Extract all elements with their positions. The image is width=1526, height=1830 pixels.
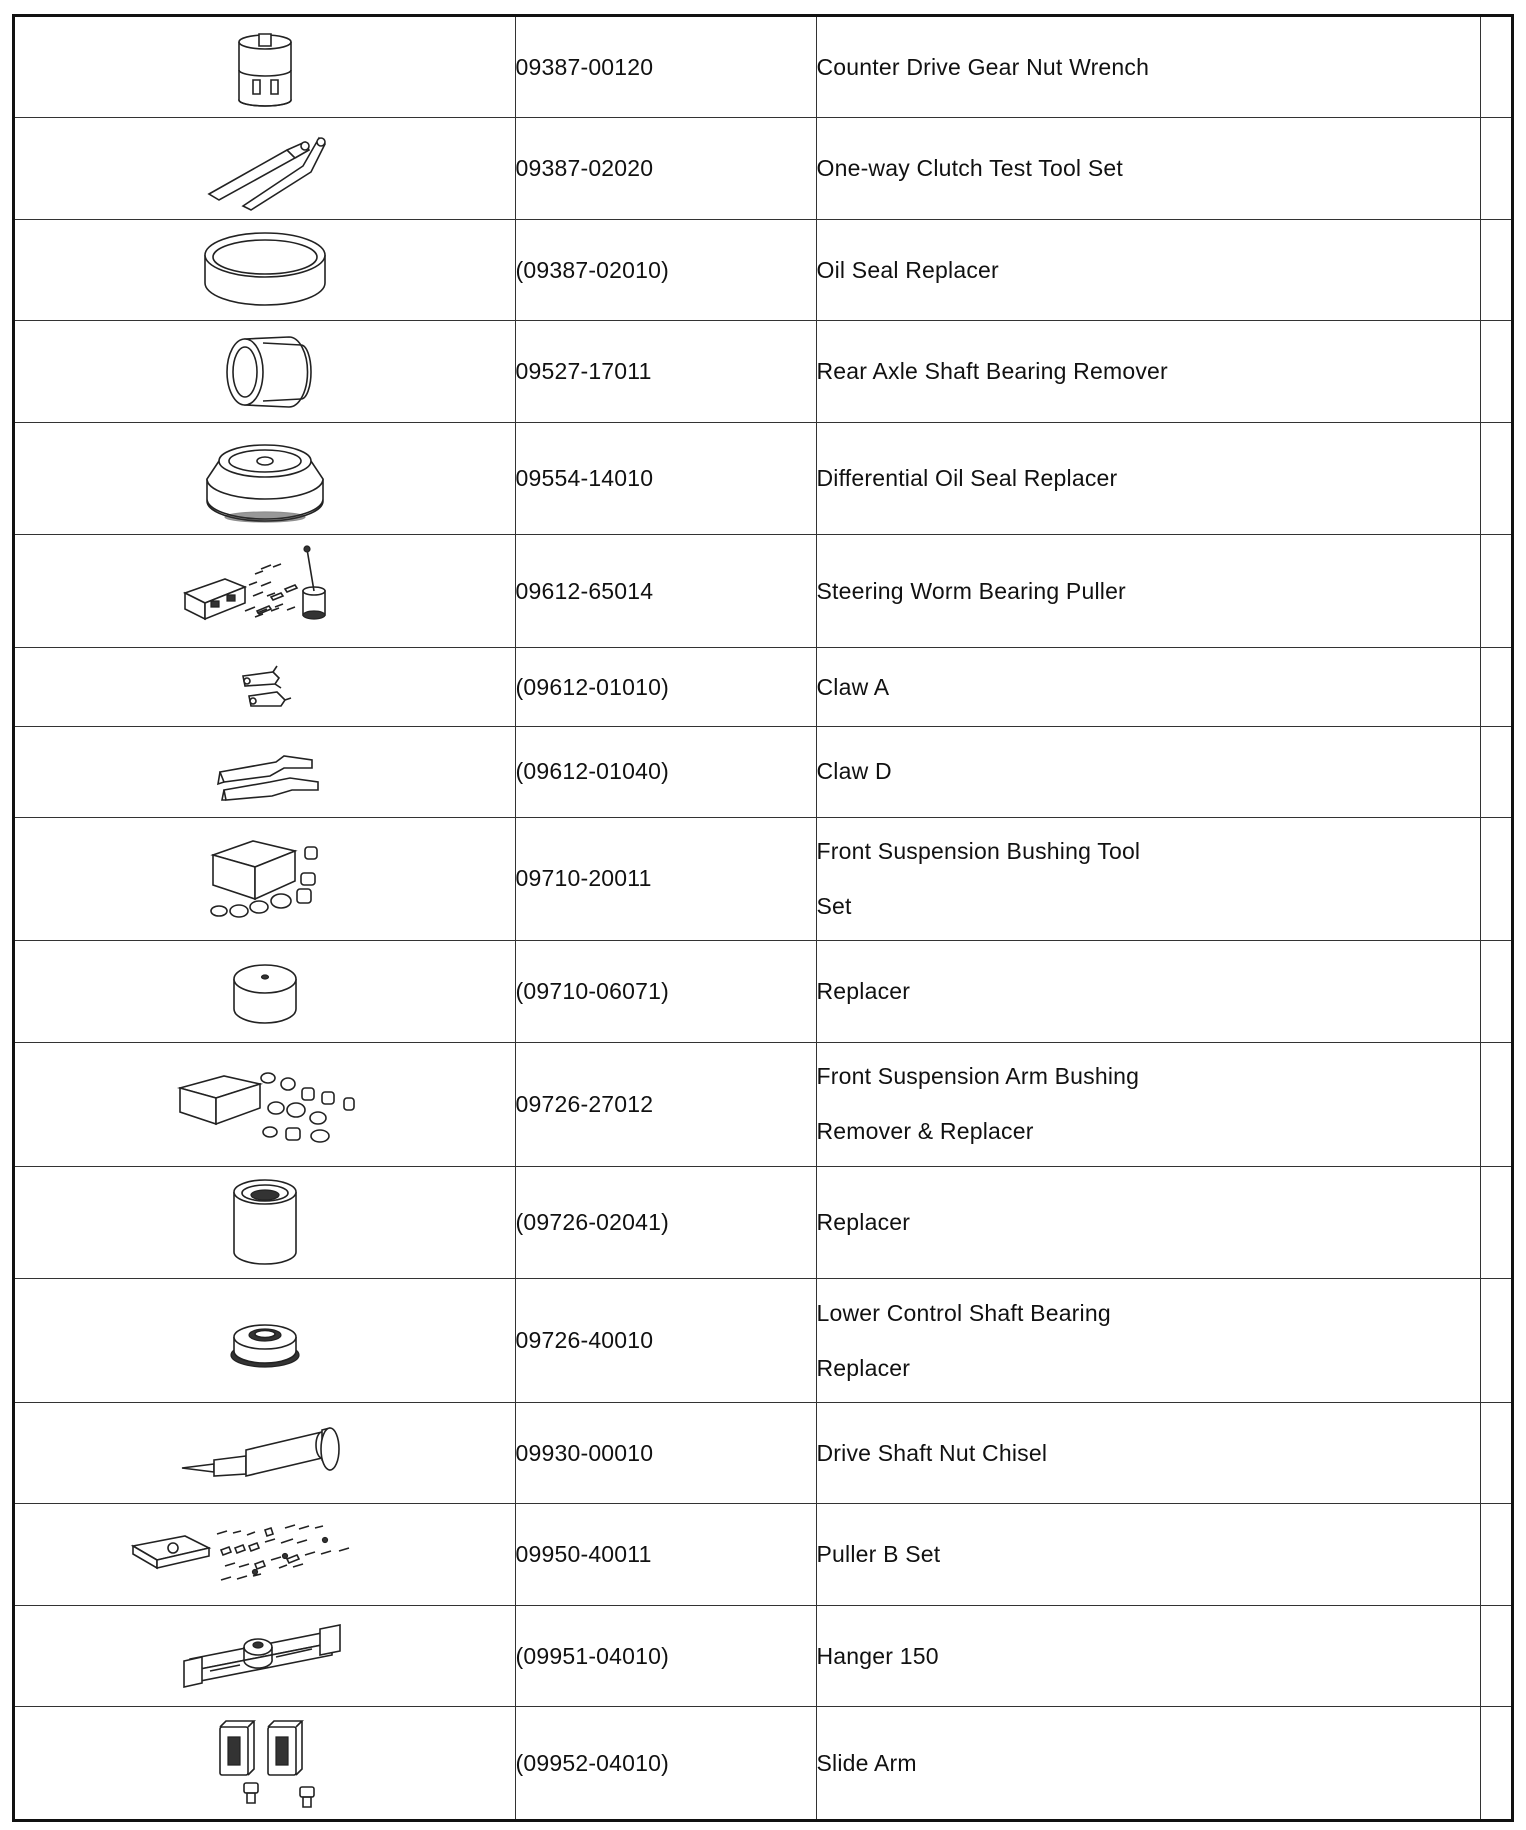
- tool-name: Oil Seal Replacer: [816, 219, 1480, 320]
- part-number: 09527-17011: [515, 321, 816, 422]
- table-row: [15, 1504, 1511, 1605]
- part-number: 09612-65014: [515, 535, 816, 648]
- table-row: [15, 1605, 1511, 1706]
- part-number: 09930-00010: [515, 1402, 816, 1503]
- special-tools-table: [15, 17, 1511, 1819]
- table-row: [15, 17, 1511, 118]
- part-number: (09387-02010): [515, 219, 816, 320]
- table-row: [15, 1402, 1511, 1503]
- tool-name: Replacer: [816, 941, 1480, 1042]
- tool-name: Puller B Set: [816, 1504, 1480, 1605]
- part-number: (09951-04010): [515, 1605, 816, 1706]
- part-number: (09710-06071): [515, 941, 816, 1042]
- table-row: [15, 321, 1511, 422]
- tool-name: Steering Worm Bearing Puller: [816, 535, 1480, 648]
- ring-replacer-icon: [195, 225, 335, 315]
- part-number: (09612-01040): [515, 727, 816, 817]
- replacer-disc-icon: [210, 947, 320, 1037]
- bearing-replacer-icon: [210, 1301, 320, 1381]
- table-row: [15, 219, 1511, 320]
- part-number: 09387-00120: [515, 17, 816, 118]
- tool-name: Front Suspension Bushing Tool Set: [816, 817, 1480, 941]
- clutch-test-tool-icon: [195, 124, 335, 214]
- bushing-tool-set-icon: [195, 829, 335, 929]
- tool-name: Rear Axle Shaft Bearing Remover: [816, 321, 1480, 422]
- special-tools-sheet: [12, 14, 1514, 1822]
- tool-name: Front Suspension Arm Bushing Remover & Replacer: [816, 1042, 1480, 1166]
- tool-name: Slide Arm: [816, 1707, 1480, 1819]
- table-row: [15, 1279, 1511, 1403]
- part-number: 09554-14010: [515, 422, 816, 535]
- replacer-cup-icon: [210, 1172, 320, 1272]
- tool-name: Claw A: [816, 648, 1480, 727]
- table-row: [15, 817, 1511, 941]
- table-row: [15, 535, 1511, 648]
- bearing-remover-icon: [205, 327, 325, 417]
- tool-name: One-way Clutch Test Tool Set: [816, 118, 1480, 219]
- part-number: (09612-01010): [515, 648, 816, 727]
- hanger-icon: [180, 1611, 350, 1701]
- chisel-icon: [170, 1408, 360, 1498]
- tool-name: Claw D: [816, 727, 1480, 817]
- tool-name: Lower Control Shaft Bearing Replacer: [816, 1279, 1480, 1403]
- tool-name: Replacer: [816, 1166, 1480, 1279]
- puller-set-icon: [125, 1510, 405, 1600]
- tool-name: Drive Shaft Nut Chisel: [816, 1402, 1480, 1503]
- tool-name: Differential Oil Seal Replacer: [816, 422, 1480, 535]
- table-row: [15, 1707, 1511, 1819]
- tool-name: Hanger 150: [816, 1605, 1480, 1706]
- table-row: [15, 1166, 1511, 1279]
- part-number: 09726-40010: [515, 1279, 816, 1403]
- table-row: [15, 1042, 1511, 1166]
- part-number: (09726-02041): [515, 1166, 816, 1279]
- part-number: 09726-27012: [515, 1042, 816, 1166]
- part-number: 09387-02020: [515, 118, 816, 219]
- part-number: 09950-40011: [515, 1504, 816, 1605]
- bushing-kit-icon: [170, 1054, 360, 1154]
- tool-name: Counter Drive Gear Nut Wrench: [816, 17, 1480, 118]
- table-row: [15, 422, 1511, 535]
- table-row: [15, 727, 1511, 817]
- table-row: [15, 648, 1511, 727]
- table-row: [15, 941, 1511, 1042]
- puller-kit-icon: [175, 541, 355, 641]
- part-number: (09952-04010): [515, 1707, 816, 1819]
- seal-replacer-icon: [195, 429, 335, 529]
- table-row: [15, 118, 1511, 219]
- slide-arm-icon: [200, 1713, 330, 1813]
- part-number: 09710-20011: [515, 817, 816, 941]
- socket-wrench-icon: [205, 22, 325, 112]
- claw-a-icon: [215, 652, 315, 722]
- claw-d-icon: [200, 732, 330, 812]
